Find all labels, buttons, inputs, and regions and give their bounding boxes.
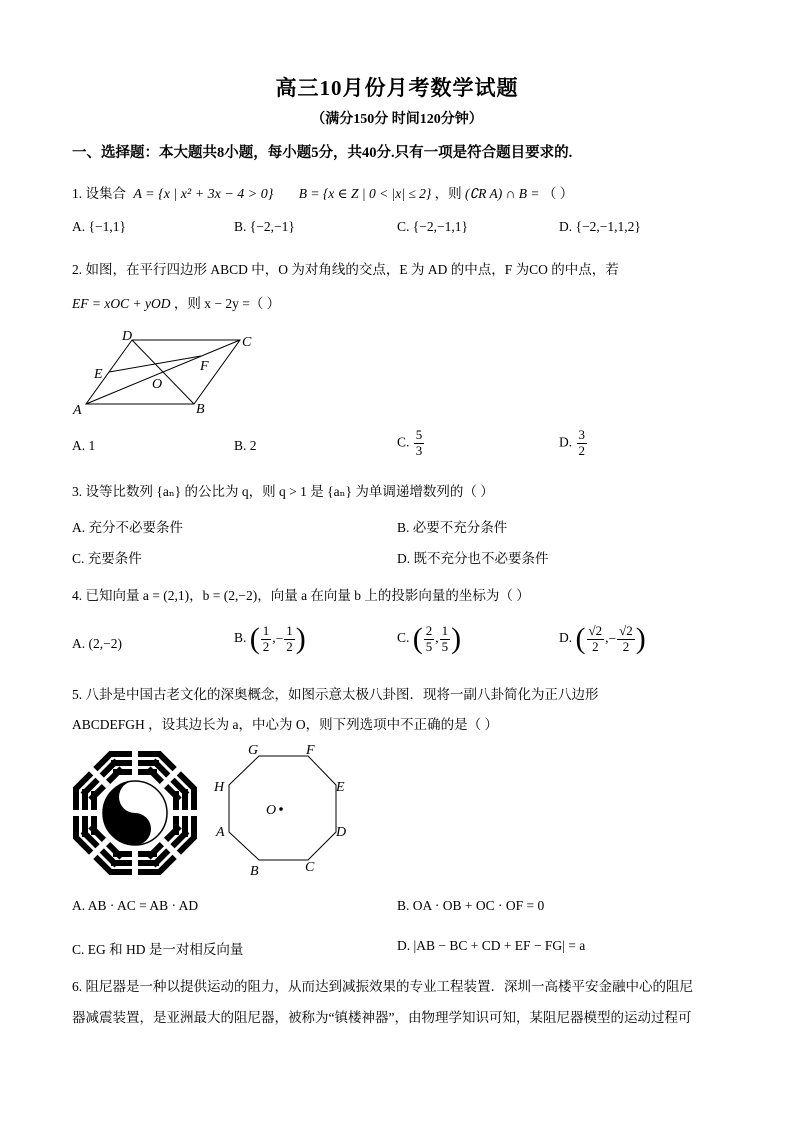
q4-c-den1: 5 bbox=[425, 638, 433, 654]
question-5-stem-line2: ABCDEFGH ，设其边长为 a，中心为 O，则下列选项中不正确的是（ ） bbox=[72, 717, 499, 732]
q2-question: ，则 x − 2y =（ ） bbox=[173, 296, 281, 311]
question-3-stem: 3. 设等比数列 {aₙ} 的公比为 q，则 q > 1 是 {aₙ} 为单调递增数列的（ ） bbox=[72, 484, 494, 499]
q4-d-den2: 2 bbox=[622, 638, 630, 654]
q3-option-c[interactable]: C. 充要条件 bbox=[72, 551, 142, 566]
label-d: D bbox=[122, 329, 133, 344]
q1-blank: （ ） bbox=[542, 186, 574, 201]
q3-option-b[interactable]: B. 必要不充分条件 bbox=[397, 520, 508, 535]
label-a: A bbox=[216, 825, 225, 840]
diagonal-bd bbox=[132, 340, 194, 404]
label-h: H bbox=[214, 780, 225, 795]
q1-option-b[interactable]: B. {−2,−1} bbox=[234, 219, 295, 234]
q2-option-c-denominator: 3 bbox=[415, 442, 423, 458]
q4-c-den2: 5 bbox=[441, 638, 449, 654]
q5-option-c[interactable]: C. EG 和 HD 是一对相反向量 bbox=[72, 942, 244, 957]
label-b: B bbox=[250, 864, 259, 879]
q1-prefix: 1. 设集合 bbox=[72, 186, 126, 201]
question-6-stem-line2: 器减震装置，是亚洲最大的阻尼器，被称为“镇楼神器”，由物理学知识可知，某阻尼器模型的运动过程可 bbox=[72, 1010, 692, 1025]
q2-option-c-label: C. bbox=[397, 434, 410, 450]
q4-b-den2: 2 bbox=[286, 638, 293, 654]
q4-option-c-label: C. bbox=[397, 630, 410, 646]
label-b: B bbox=[196, 402, 205, 417]
q2-option-d-numerator: 3 bbox=[578, 427, 585, 442]
q5-option-a[interactable]: A. AB · AC = AB · AD bbox=[72, 898, 199, 913]
q1-option-d[interactable]: D. {−2,−1,1,2} bbox=[559, 219, 641, 234]
q1-option-a[interactable]: A. {−1,1} bbox=[72, 219, 126, 234]
q4-d-den1: 2 bbox=[592, 638, 599, 654]
center-point bbox=[279, 807, 283, 811]
section-heading: 一、选择题：本大题共8小题，每小题5分，共40分.只有一项是符合题目要求的. bbox=[72, 145, 573, 161]
segment-ef bbox=[109, 356, 201, 372]
q1-option-c[interactable]: C. {−2,−1,1} bbox=[397, 219, 468, 234]
label-e: E bbox=[336, 780, 345, 795]
q2-vector-equation: EF = xOC + yOD bbox=[72, 296, 171, 311]
q2-option-c[interactable] bbox=[397, 428, 425, 459]
q5-option-b[interactable]: B. OA · OB + OC · OF = 0 bbox=[397, 898, 545, 913]
page-title: 高三10月份月考数学试题 bbox=[275, 76, 519, 100]
q5-option-d[interactable]: D. |AB − BC + CD + EF − FG| = a bbox=[397, 938, 586, 953]
q1-set-a: A = {x | x² + 3x − 4 > 0} bbox=[133, 187, 274, 202]
q2-option-b[interactable]: B. 2 bbox=[234, 438, 257, 453]
q4-option-a[interactable]: A. (2,−2) bbox=[72, 636, 122, 651]
label-g: G bbox=[248, 743, 259, 758]
question-2-stem-line1: 2. 如图，在平行四边形 ABCD 中，O 为对角线的交点，E 为 AD 的中点，F 为CO 的中点，若 bbox=[72, 262, 619, 277]
q3-option-a[interactable]: A. 充分不必要条件 bbox=[72, 520, 183, 535]
question-1-stem bbox=[72, 182, 573, 203]
q4-option-b-label: B. bbox=[234, 630, 247, 646]
octagon-abcdefgh bbox=[229, 756, 336, 860]
label-c: C bbox=[242, 335, 252, 350]
q1-suffix: ，则 bbox=[434, 186, 462, 201]
question-6-stem-line1: 6. 阻尼器是一种以提供运动的阻力，从而达到减振效果的专业工程装置．深圳一高楼平安金融中心的阻尼 bbox=[72, 979, 693, 994]
label-c: C bbox=[305, 860, 315, 875]
q4-option-d[interactable]: D. ( $\frac{√2}{2}$ ,− $\frac{√2}{2}$ ) bbox=[559, 622, 646, 655]
q4-option-c[interactable]: C. ( $\frac{2}{5}$ , $\frac{1}{5}$ ) bbox=[397, 622, 462, 655]
label-d: D bbox=[336, 825, 347, 840]
label-f: F bbox=[200, 359, 209, 374]
bagua-taiji-image bbox=[70, 748, 200, 878]
q4-c-num2: 1 bbox=[441, 622, 449, 638]
q2-parallelogram-figure bbox=[70, 326, 270, 418]
q4-option-d-label: D. bbox=[559, 630, 573, 646]
yin-yang-symbol bbox=[103, 781, 167, 845]
q1-expr: (∁R A) ∩ B = bbox=[465, 186, 540, 201]
q4-d-num2: √2 bbox=[619, 622, 633, 638]
question-2-stem-line2 bbox=[72, 292, 280, 312]
page-subtitle: （满分150分 时间120分钟） bbox=[311, 112, 483, 127]
question-4-stem: 4. 已知向量 a = (2,1)，b = (2,−2)，向量 a 在向量 b 上的投影向量的坐标为（ ） bbox=[72, 588, 530, 603]
q2-option-d-label: D. bbox=[559, 434, 573, 450]
q4-b-num1: 1 bbox=[262, 622, 270, 638]
q4-b-den1: 2 bbox=[262, 638, 270, 654]
label-o: O bbox=[266, 803, 277, 818]
q4-b-num2: 1 bbox=[286, 622, 293, 638]
q5-octagon-figure bbox=[210, 738, 358, 880]
label-e: E bbox=[94, 367, 103, 382]
q2-option-d[interactable] bbox=[559, 428, 588, 459]
label-a: A bbox=[73, 403, 82, 418]
q2-option-a[interactable]: A. 1 bbox=[72, 438, 96, 453]
q1-set-b: B = {x ∈ Z | 0 < |x| ≤ 2} bbox=[298, 186, 432, 201]
label-o: O bbox=[152, 377, 163, 392]
question-5-stem-line1: 5. 八卦是中国古老文化的深奥概念，如图示意太极八卦图．现将一副八卦简化为正八边形 bbox=[72, 687, 599, 702]
q3-option-d[interactable]: D. 既不充分也不必要条件 bbox=[397, 551, 549, 566]
label-f: F bbox=[306, 743, 315, 758]
q4-option-b[interactable]: B. ( $\frac{1}{2}$ ,− $\frac{1}{2}$ ) bbox=[234, 622, 306, 655]
q2-option-d-denominator: 2 bbox=[578, 442, 585, 458]
q2-option-c-numerator: 5 bbox=[415, 427, 423, 442]
q4-c-num1: 2 bbox=[425, 622, 433, 638]
q4-d-num1: √2 bbox=[588, 622, 603, 638]
